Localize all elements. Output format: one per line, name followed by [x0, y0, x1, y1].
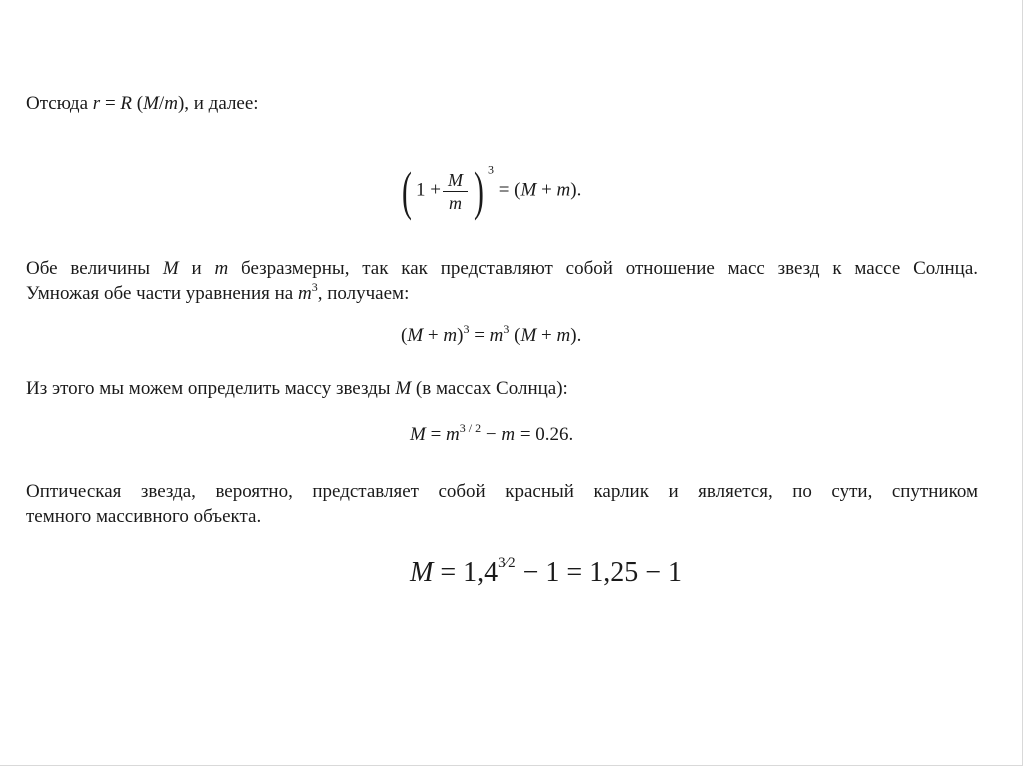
text: Обе величины — [26, 258, 163, 279]
exponent: 3⁄2 — [498, 555, 516, 571]
var-r: r — [92, 93, 101, 114]
equation-1 — [398, 161, 582, 221]
var-m: m — [556, 325, 571, 346]
var-m: m — [501, 424, 516, 445]
var-M: M — [520, 325, 537, 346]
text: ). — [570, 325, 582, 346]
text: = 1,4 — [433, 557, 499, 588]
exponent: 3 — [503, 322, 510, 336]
text: (в массах Солнца): — [411, 378, 568, 399]
text: темного массивного объекта. — [26, 506, 262, 527]
text: ( — [132, 93, 144, 114]
text: ( — [509, 325, 521, 346]
text: = ( — [493, 179, 521, 201]
var-m: m — [297, 283, 312, 304]
var-m: m — [556, 179, 571, 201]
text: = — [469, 325, 490, 346]
text: ). — [570, 179, 582, 201]
text: − 1 = 1,25 − 1 — [515, 557, 683, 588]
numerator: M — [447, 169, 463, 190]
fraction-M-over-m — [443, 169, 468, 214]
equation-2 — [401, 322, 582, 347]
paragraph-determine-mass — [26, 376, 978, 401]
paragraph-dimensionless-line1 — [26, 256, 978, 281]
equation-4 — [410, 557, 682, 589]
paragraph-optical-star-line1 — [26, 479, 978, 504]
var-M: M — [410, 424, 426, 445]
text: + — [536, 325, 557, 346]
text: безразмерны, так как представляют собой отношение масс звезд к массе Солнца. — [228, 258, 979, 279]
text: + — [423, 325, 444, 346]
denominator: m — [448, 192, 462, 213]
text: Умножая обе части уравнения на — [26, 283, 298, 304]
equation-3 — [410, 421, 574, 446]
text: Оптическая звезда, вероятно, представляет собой красный карлик и является, по сути, спутником — [26, 481, 978, 502]
var-M: M — [143, 93, 159, 114]
text: = 0.26. — [515, 424, 574, 445]
var-m: m — [443, 325, 458, 346]
exponent: 3 — [311, 280, 318, 294]
text: − — [481, 424, 502, 445]
var-m: m — [446, 424, 460, 445]
var-m: m — [214, 258, 229, 279]
var-R: R — [120, 93, 133, 114]
exponent: 3 — [463, 322, 470, 336]
var-M: M — [410, 557, 434, 588]
text: , получаем: — [317, 283, 410, 304]
text: ), и далее: — [177, 93, 259, 114]
paren-open: ( — [402, 161, 412, 221]
var-M: M — [520, 179, 537, 201]
text: = — [100, 93, 121, 114]
text: Из этого мы можем определить массу звезды — [26, 378, 396, 399]
text: ) — [457, 325, 464, 346]
exponent: 3 — [487, 162, 494, 177]
exponent: 3 / 2 — [459, 421, 482, 435]
text: + — [536, 179, 557, 201]
var-m: m — [489, 325, 504, 346]
text: Отсюда — [26, 93, 93, 114]
var-M: M — [395, 378, 412, 399]
var-M: M — [162, 258, 179, 279]
paren-close: ) — [473, 161, 484, 221]
text: = — [425, 424, 447, 445]
paragraph-optical-star-line2 — [26, 504, 978, 529]
text: ( — [401, 325, 408, 346]
paragraph-intro — [26, 91, 978, 116]
text: и — [178, 258, 215, 279]
text: / — [158, 93, 165, 114]
paragraph-dimensionless-line2 — [26, 281, 978, 306]
var-m: m — [164, 93, 178, 114]
one-plus: 1 + — [415, 179, 441, 201]
var-M: M — [407, 325, 424, 346]
